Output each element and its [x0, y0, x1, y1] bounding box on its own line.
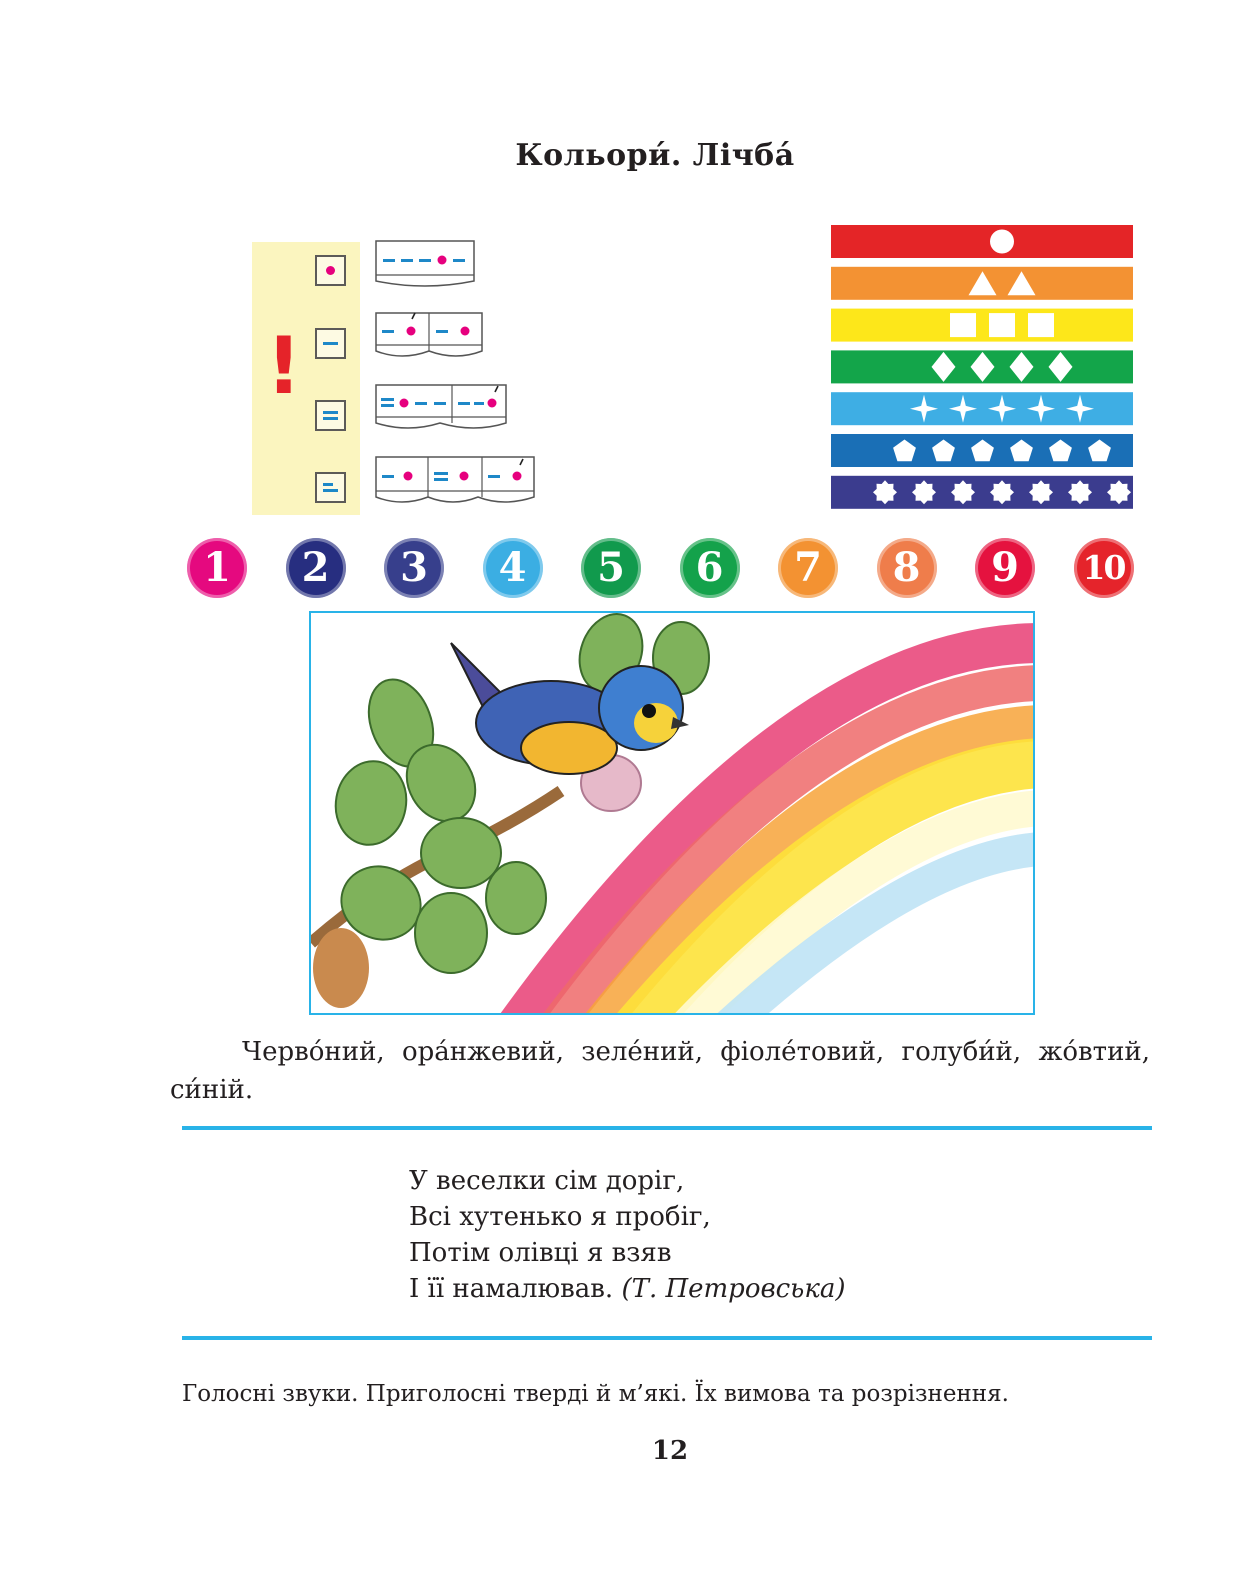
color-shape-bars: [831, 225, 1137, 515]
number-7: 7: [778, 538, 838, 598]
number-4: 4: [483, 538, 543, 598]
legend-soft-consonant-alt-box: [315, 472, 346, 503]
colors-paragraph: Черво́ний, ора́нжевий, зеле́ний, фіоле́товий, голуби́й, жо́втий, си́ній.: [170, 1037, 1150, 1105]
color-bar-5: [831, 392, 1133, 425]
word-scheme-2: [376, 313, 482, 356]
divider-bottom: [182, 1336, 1152, 1340]
word-scheme-1: [376, 241, 474, 286]
legend-hard-consonant-box: [315, 328, 346, 359]
legend-soft-consonant-box: [315, 400, 346, 431]
flower-icon: [873, 480, 897, 504]
flower-icon: [1029, 480, 1053, 504]
flower-icon: [1107, 480, 1131, 504]
number-5: 5: [581, 538, 641, 598]
word-scheme-3: [376, 385, 506, 428]
color-bar-6: [831, 434, 1133, 467]
page-number: 12: [651, 1436, 689, 1466]
poem: [409, 1163, 1149, 1307]
page-title: Кольори́. Лічба́: [515, 138, 795, 173]
color-bar-1: [831, 225, 1133, 258]
number-10: 10: [1074, 538, 1134, 598]
flower-icon: [912, 480, 936, 504]
poem-author: (Т. Петровська): [621, 1274, 846, 1304]
hard-consonant-dash-icon: [317, 330, 344, 357]
soft-consonant-mark-icon: [317, 474, 344, 501]
square-icon: [950, 313, 976, 337]
divider-top: [182, 1126, 1152, 1130]
vowel-dot-icon: [317, 257, 344, 284]
color-bar-7: [831, 476, 1133, 509]
poem-line-3: Потім олівці я взяв: [409, 1238, 672, 1268]
number-3: 3: [384, 538, 444, 598]
legend-vowel-box: [315, 255, 346, 286]
number-9: 9: [975, 538, 1035, 598]
rainbow-scene: [311, 613, 1033, 1013]
soft-consonant-double-dash-icon: [317, 402, 344, 429]
flower-icon: [990, 480, 1014, 504]
sound-scheme-panel: [252, 233, 552, 520]
number-2: 2: [286, 538, 346, 598]
number-row: [0, 538, 1240, 604]
square-icon: [989, 313, 1015, 337]
poem-line-2: Всі хутенько я пробіг,: [409, 1202, 711, 1232]
poem-line-4: [409, 1271, 1149, 1307]
circle-icon: [990, 230, 1014, 254]
flower-icon: [1068, 480, 1092, 504]
rainbow-bird-illustration: [309, 611, 1035, 1015]
color-bar-4: [831, 350, 1133, 383]
flower-icon: [951, 480, 975, 504]
word-schemes: [370, 233, 550, 520]
square-icon: [1028, 313, 1054, 337]
poem-line-1: У веселки сім доріг,: [409, 1166, 685, 1196]
lesson-topic: Голосні звуки. Приголосні тверді й м’які. Їх вимова та розрізнення.: [182, 1381, 1009, 1407]
exclamation-mark: !: [266, 322, 302, 412]
poem-line-4-text: І її намалював.: [409, 1274, 614, 1304]
color-bar-3: [831, 309, 1133, 342]
word-scheme-4: [376, 457, 534, 502]
number-1: 1: [187, 538, 247, 598]
branch-knot-icon: [313, 928, 369, 1008]
color-bar-2: [831, 267, 1133, 300]
number-8: 8: [877, 538, 937, 598]
number-6: 6: [680, 538, 740, 598]
